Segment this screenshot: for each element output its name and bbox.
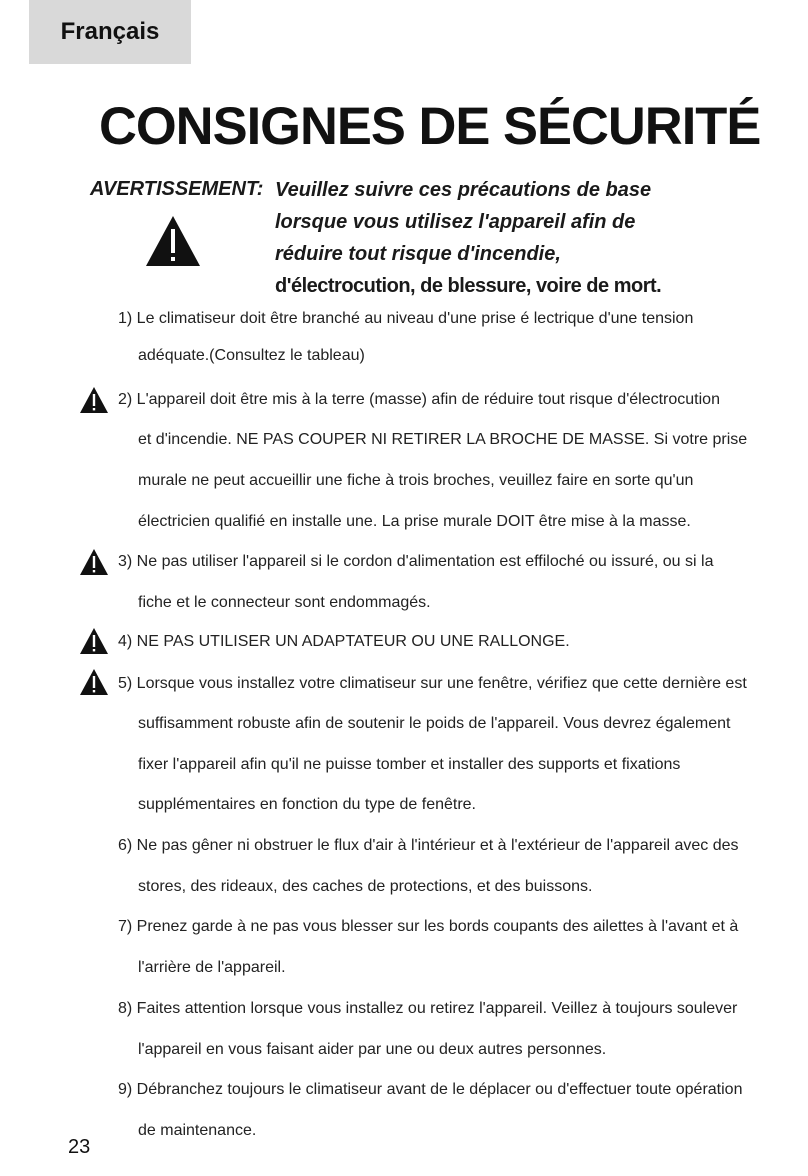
list-item-9-cont: de maintenance. xyxy=(138,1122,257,1139)
list-item-3-cont: fiche et le connecteur sont endommagés. xyxy=(138,594,431,611)
list-item-3: 3) Ne pas utiliser l'appareil si le cordon d'alimentation est effiloché ou issuré, ou si la xyxy=(118,553,714,570)
list-item-5: 5) Lorsque vous installez votre climatiseur sur une fenêtre, vérifiez que cette dernière est xyxy=(118,675,747,692)
list-item-5-cont: supplémentaires en fonction du type de fenêtre. xyxy=(138,796,476,813)
warning-triangle-icon xyxy=(79,386,109,414)
warning-line: lorsque vous utilisez l'appareil afin de xyxy=(275,211,636,233)
warning-text xyxy=(275,174,795,302)
list-item-4: 4) NE PAS UTILISER UN ADAPTATEUR OU UNE RALLONGE. xyxy=(118,633,570,650)
list-item-6: 6) Ne pas gêner ni obstruer le flux d'air à l'intérieur et à l'extérieur de l'appareil avec des xyxy=(118,837,739,854)
list-item-5-cont: suffisamment robuste afin de soutenir le poids de l'appareil. Vous devrez également xyxy=(138,715,731,732)
warning-triangle-icon xyxy=(79,627,109,655)
list-item-7-cont: l'arrière de l'appareil. xyxy=(138,959,286,976)
warning-triangle-icon xyxy=(145,215,201,267)
list-item-8: 8) Faites attention lorsque vous installez ou retirez l'appareil. Veillez à toujours soulever xyxy=(118,1000,738,1017)
warning-line: d'électrocution, de blessure, voire de mort. xyxy=(275,275,662,297)
warning-triangle-icon xyxy=(79,548,109,576)
list-item-6-cont: stores, des rideaux, des caches de protections, et des buissons. xyxy=(138,878,593,895)
list-item-9: 9) Débranchez toujours le climatiseur avant de le déplacer ou d'effectuer toute opération xyxy=(118,1081,743,1098)
warning-label: AVERTISSEMENT: xyxy=(90,178,264,200)
list-item-8-cont: l'appareil en vous faisant aider par une ou deux autres personnes. xyxy=(138,1041,607,1058)
language-label: Français xyxy=(60,18,160,45)
page-title: CONSIGNES DE SÉCURITÉ xyxy=(98,97,761,156)
list-item-2-cont: électricien qualifié en installe une. La prise murale DOIT être mise à la masse. xyxy=(138,513,691,530)
page-number: 23 xyxy=(68,1136,91,1158)
list-item-5-cont: fixer l'appareil afin qu'il ne puisse tomber et installer des supports et fixations xyxy=(138,756,681,773)
list-item-2-cont: et d'incendie. NE PAS COUPER NI RETIRER LA BROCHE DE MASSE. Si votre prise xyxy=(138,431,748,448)
list-item-1: 1) Le climatiseur doit être branché au niveau d'une prise é lectrique d'une tension xyxy=(118,310,694,327)
list-item-2: 2) L'appareil doit être mis à la terre (masse) afin de réduire tout risque d'électrocution xyxy=(118,391,720,408)
warning-line: réduire tout risque d'incendie, xyxy=(275,243,561,265)
list-item-1-cont: adéquate.(Consultez le tableau) xyxy=(138,347,365,364)
list-item-2-cont: murale ne peut accueillir une fiche à trois broches, veuillez faire en sorte qu'un xyxy=(138,472,694,489)
language-tab xyxy=(29,0,191,64)
warning-line: Veuillez suivre ces précautions de base xyxy=(275,179,652,201)
warning-triangle-icon xyxy=(79,668,109,696)
list-item-7: 7) Prenez garde à ne pas vous blesser sur les bords coupants des ailettes à l'avant et à xyxy=(118,918,739,935)
